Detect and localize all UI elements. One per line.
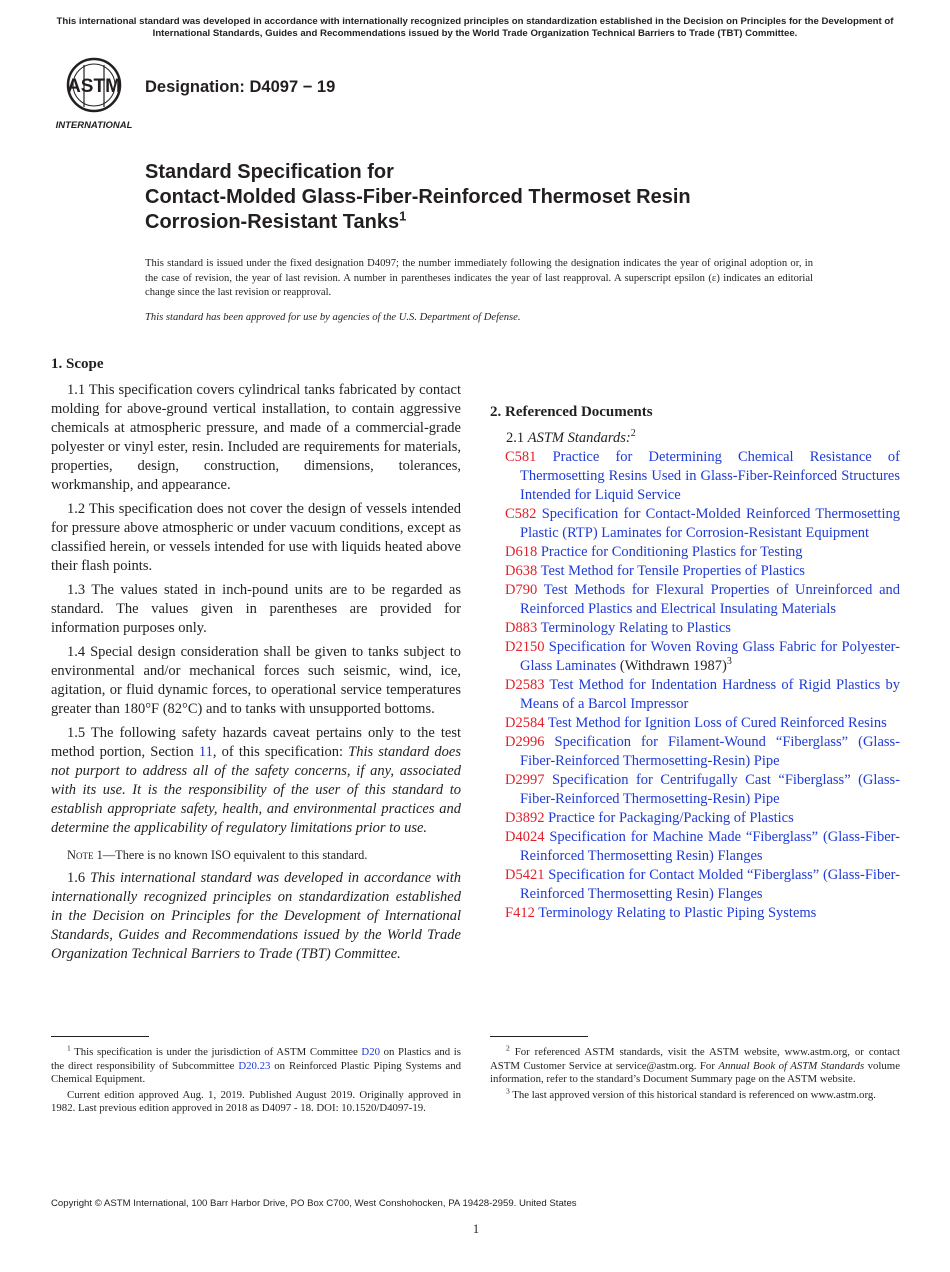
reference-title-link[interactable]: Test Method for Tensile Properties of Plastics	[540, 563, 805, 579]
reference-tail: (Withdrawn 1987)	[616, 658, 727, 674]
reference-title-link[interactable]: Practice for Packaging/Packing of Plastics	[548, 810, 794, 826]
reference-code-link[interactable]: D2150	[505, 639, 545, 655]
reference-title-link[interactable]: Practice for Determining Chemical Resistance of Thermosetting Resins Used in Glass-Fiber-Reinforced Structures Intended for Liquid Service	[520, 449, 900, 503]
logo-text: ASTM	[67, 76, 121, 97]
footnote-1-marker: 1	[67, 1043, 71, 1053]
reference-title-link[interactable]: Test Methods for Flexural Properties of Unreinforced and Reinforced Plastics and Electrical Insulating Materials	[520, 582, 901, 617]
committee-d20-link[interactable]: D20	[361, 1046, 381, 1058]
scope-1-2: 1.2 This specification does not cover the design of vessels intended for pressure above atmospheric or under vacuum conditions, except as classified herein, or vessels intended for use with liquids heated above their flash points.	[51, 501, 461, 574]
reference-code-link[interactable]: D3892	[505, 810, 545, 826]
reference-code-link[interactable]: D790	[505, 582, 538, 598]
scope-heading: 1. Scope	[51, 356, 104, 372]
subcommittee-link[interactable]: D20.23	[238, 1059, 271, 1072]
footnote-1-text-c: on Reinforced Plastic Piping Systems and Chemical Equipment.	[51, 1059, 462, 1085]
reference-item	[490, 809, 900, 828]
reference-item	[490, 733, 900, 771]
footnotes-right	[490, 1043, 900, 1104]
document-title	[145, 160, 905, 235]
footnote-2	[490, 1043, 900, 1087]
reference-code-link[interactable]: D5421	[505, 867, 545, 883]
reference-title-link[interactable]: Test Method for Indentation Hardness of Rigid Plastics by Means of a Barcol Impressor	[520, 677, 900, 712]
title-line-3	[145, 210, 905, 235]
reference-title-link[interactable]: Practice for Conditioning Plastics for Testing	[540, 544, 803, 560]
reference-code-link[interactable]: D2997	[505, 772, 545, 788]
reference-code-link[interactable]: F412	[505, 905, 535, 921]
issue-note: This standard is issued under the fixed designation D4097; the number immediately following the designation indicates the year of original adoption or, in the case of revision, the year of last revision. A number in parentheses indicates the year of last reapproval. A superscript epsilon (ε) indicates an editorial change since the last revision or reapproval.	[145, 258, 813, 298]
footnote-1	[51, 1043, 462, 1087]
reference-item	[490, 562, 900, 581]
reference-item	[490, 904, 900, 923]
reference-item	[490, 771, 900, 809]
reference-title-link[interactable]: Terminology Relating to Plastic Piping Systems	[538, 905, 817, 921]
footnote-3-text: The last approved version of this historical standard is referenced on www.astm.org.	[509, 1088, 876, 1101]
scope-1-1: 1.1 This specification covers cylindrical tanks fabricated by contact molding for above-ground vertical installation, to contain aggressive chemicals at atmospheric pressure, and made of a commercial-grade polyester or vinyl ester, resin. Included are requirements for materials, properties, design, construction, dimensions, tolerances, workmanship, and appearance.	[51, 382, 461, 493]
scope-1-5-pre: 1.5 The following safety hazards caveat pertains only to the test method portion, Section	[51, 725, 461, 760]
footnote-2-text-b: volume information, refer to the standard’s Document Summary page on the ASTM website.	[490, 1059, 900, 1085]
section-11-link[interactable]: 11	[198, 744, 213, 760]
copyright: Copyright © ASTM International, 100 Barr Harbor Drive, PO Box C700, West Conshohocken, PA 19428-2959. United States	[51, 1198, 577, 1209]
reference-title-link[interactable]: Specification for Machine Made “Fiberglass” (Glass-Fiber-Reinforced Thermosetting Resin) Flanges	[520, 829, 900, 864]
footnote-1-text-a: This specification is under the jurisdiction of ASTM Committee	[70, 1046, 362, 1058]
reference-title-link[interactable]: Test Method for Ignition Loss of Cured Reinforced Resins	[547, 715, 887, 731]
designation: Designation: D4097 − 19	[145, 78, 336, 96]
footnote-3-marker: 3	[506, 1085, 510, 1095]
scope-1-5	[51, 724, 461, 838]
title-line-3-text: Corrosion-Resistant Tanks	[145, 211, 400, 233]
reference-title-link[interactable]: Specification for Filament-Wound “Fiberglass” (Glass-Fiber-Reinforced Thermosetting-Resin) Pipe	[520, 734, 901, 769]
reference-item	[490, 543, 900, 562]
reference-item	[490, 505, 900, 543]
footnote-2-text-a: For referenced ASTM standards, visit the ASTM website, www.astm.org, or contact ASTM Customer Service at service@astm.org. For	[490, 1046, 900, 1072]
reference-code-link[interactable]: D883	[505, 620, 538, 636]
scope-1-5-mid: , of this specification:	[212, 744, 349, 760]
note-1	[51, 846, 461, 865]
footnote-3	[490, 1085, 900, 1103]
scope-1-6	[51, 869, 461, 964]
footnote-rule-right	[490, 1036, 588, 1037]
reference-title-link[interactable]: Specification for Contact Molded “Fiberglass” (Glass-Fiber-Reinforced Thermosetting Resin) Flanges	[520, 867, 901, 902]
footnotes-left	[51, 1043, 462, 1118]
footnote-2-italic: Annual Book of ASTM Standards	[718, 1059, 865, 1072]
left-column	[51, 355, 461, 969]
reference-item	[490, 828, 900, 866]
title-line-1: Standard Specification for	[145, 161, 394, 183]
reference-code-link[interactable]: D2583	[505, 677, 545, 693]
reference-code-link[interactable]: D2996	[505, 734, 545, 750]
reference-item	[490, 448, 900, 505]
reference-title-link[interactable]: Specification for Centrifugally Cast “Fiberglass” (Glass-Fiber-Reinforced Thermosetting-Resin) Pipe	[520, 772, 900, 807]
reference-item	[490, 866, 900, 904]
reference-title-link[interactable]: Specification for Woven Roving Glass Fabric for Polyester-Glass Laminates	[520, 639, 901, 674]
top-notice: This international standard was developed in accordance with internationally recognized principles on standardization established in the Decision on Principles for the Development of International Standards, Guides and Recommendations issued by the World Trade Organization Technical Barriers to Trade (TBT) Committee.	[56, 16, 894, 39]
subheading-num: 2.1	[506, 430, 528, 446]
title-line-2: Contact-Molded Glass-Fiber-Reinforced Thermoset Resin	[145, 186, 691, 208]
reference-item	[490, 714, 900, 733]
dod-note: This standard has been approved for use by agencies of the U.S. Department of Defense.	[145, 312, 521, 323]
reference-list	[490, 448, 900, 923]
reference-footnote-ref[interactable]: 3	[726, 656, 732, 668]
scope-1-3: 1.3 The values stated in inch-pound units are to be regarded as standard. The values given in parentheses are provided for information purposes only.	[51, 582, 461, 636]
safety-caveat: This standard does not purport to address all of the safety concerns, if any, associated with its use. It is the responsibility of the user of this standard to establish appropriate safety, health, and environmental practices and determine the applicability of regulatory limitations prior to use.	[51, 744, 462, 836]
reference-item	[490, 638, 900, 676]
reference-title-link[interactable]: Terminology Relating to Plastics	[540, 620, 731, 636]
footnote-rule-left	[51, 1036, 149, 1037]
footnote-1-edition: Current edition approved Aug. 1, 2019. Published August 2019. Originally approved in 1982. Last previous edition approved in 2018 as D4097 - 18. DOI: 10.1520/D4097-19.	[51, 1088, 461, 1114]
scope-1-4: 1.4 Special design consideration shall be given to tanks subject to environmental and/or mechanical forces such seismic, wind, ice, agitation, or fluid dynamic forces, to operational service temperatures greater than 180°F (82°C) and to tanks with unsupported bottoms.	[51, 644, 461, 717]
logo-subtext: INTERNATIONAL	[55, 120, 133, 131]
title-footnote-ref[interactable]: 1	[399, 208, 407, 224]
reference-item	[490, 619, 900, 638]
reference-code-link[interactable]: C582	[505, 506, 537, 522]
note-text: 1—There is no known ISO equivalent to this standard.	[96, 848, 368, 862]
astm-logo	[52, 55, 136, 133]
reference-title-link[interactable]: Specification for Contact-Molded Reinforced Thermosetting Plastic (RTP) Laminates for Corrosion-Resistant Equipment	[520, 506, 900, 541]
reference-code-link[interactable]: C581	[505, 449, 537, 465]
footnote-2-marker: 2	[506, 1043, 510, 1053]
referenced-documents-heading: 2. Referenced Documents	[490, 404, 653, 420]
astm-standards-subheading	[490, 429, 900, 448]
reference-code-link[interactable]: D2584	[505, 715, 545, 731]
right-column	[490, 355, 900, 923]
note-label: Note	[67, 848, 94, 862]
scope-1-6-text: This international standard was developed in accordance with internationally recognized principles on standardization established in the Decision on Principles for the Development of International Standards, Guides and Recommendations issued by the World Trade Organization Technical Barriers to Trade (TBT) Committee.	[51, 870, 461, 962]
reference-code-link[interactable]: D638	[505, 563, 538, 579]
reference-item	[490, 676, 900, 714]
reference-code-link[interactable]: D618	[505, 544, 538, 560]
scope-1-6-num: 1.6	[67, 870, 91, 886]
footnote-1-text-b: on Plastics and is the direct responsibility of Subcommittee	[51, 1046, 461, 1072]
footnote-2-ref[interactable]: 2	[630, 428, 636, 440]
subheading-label: ASTM Standards:	[527, 430, 631, 446]
page-number: 1	[472, 1222, 480, 1236]
reference-item	[490, 581, 900, 619]
reference-code-link[interactable]: D4024	[505, 829, 545, 845]
